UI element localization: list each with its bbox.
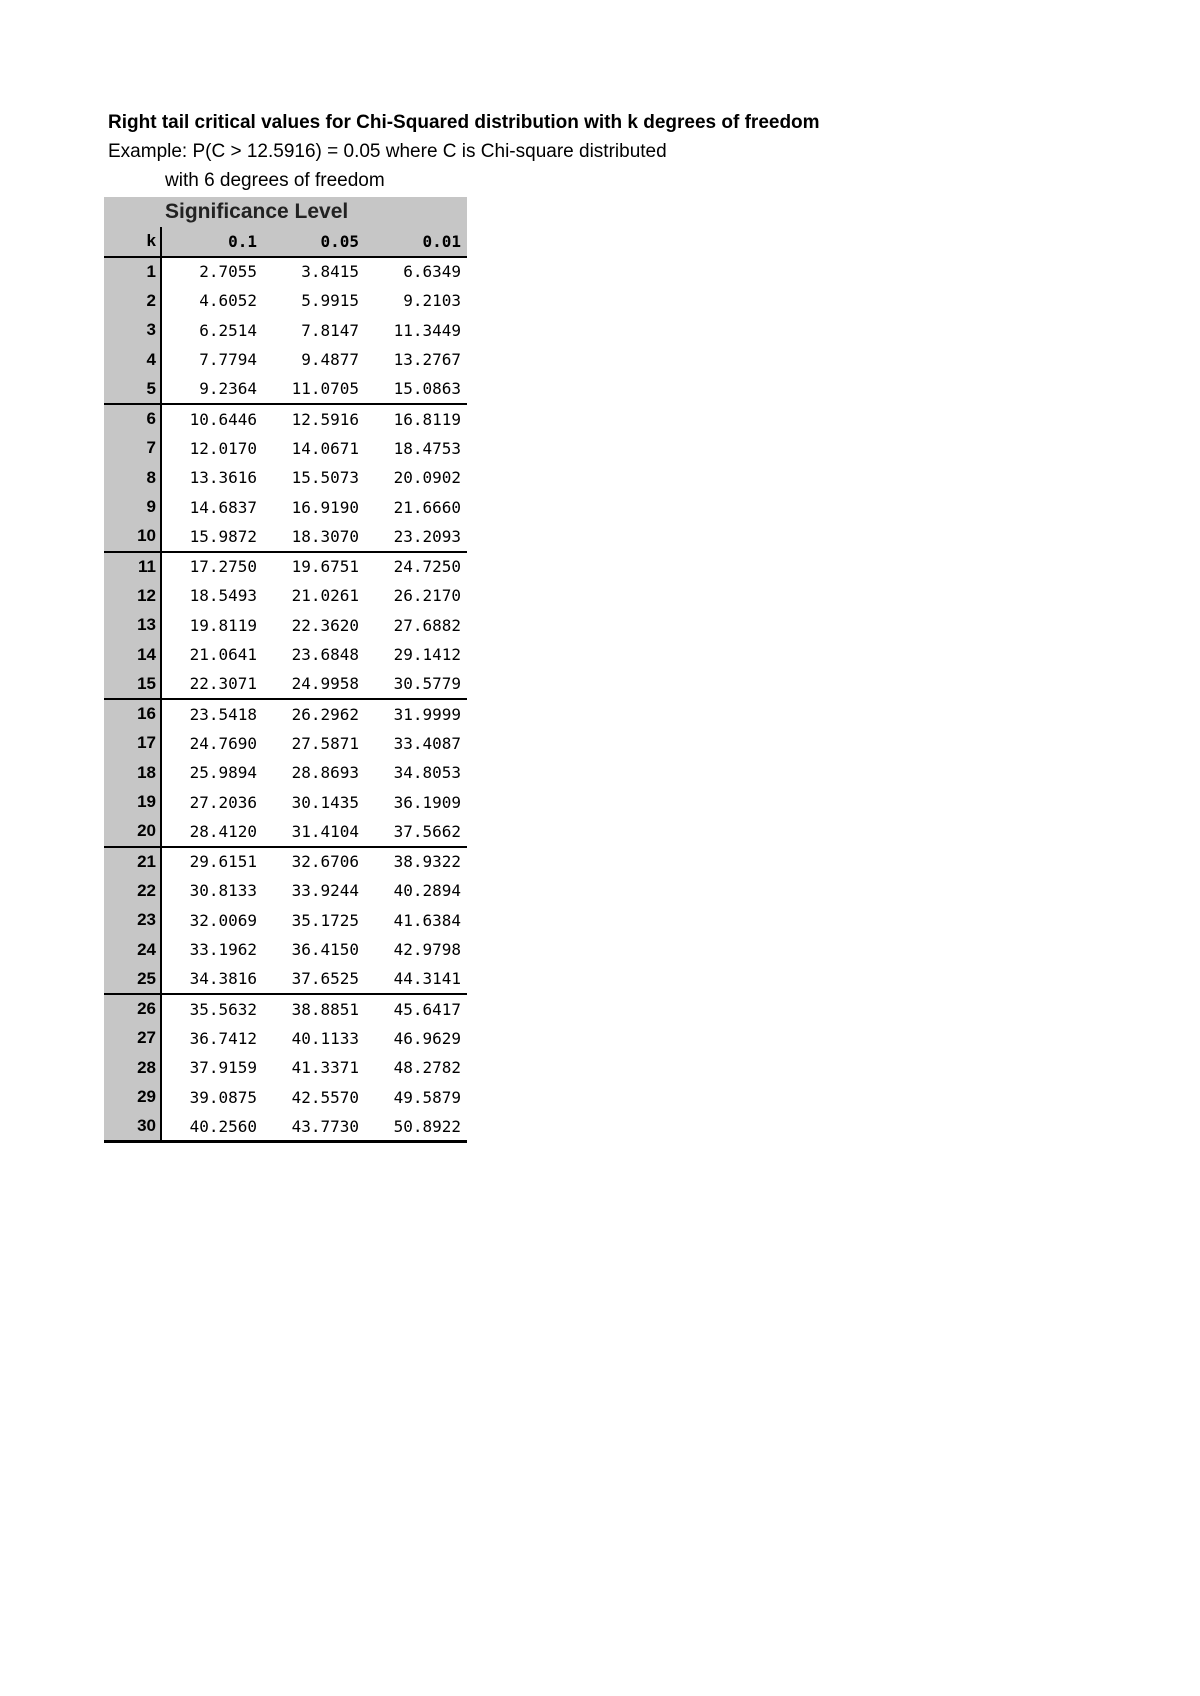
cell-k: 21 (104, 847, 161, 877)
cell-value: 42.5570 (291, 1087, 359, 1107)
cell-value: 19.6751 (291, 557, 359, 577)
table-row (104, 935, 467, 965)
cell-value: 45.6417 (393, 999, 461, 1019)
cell-value: 24.7250 (393, 557, 461, 577)
cell-value: 32.6706 (291, 852, 359, 872)
table-row (104, 375, 467, 405)
cell-value: 25.9894 (189, 763, 257, 783)
cell-value: 48.2782 (393, 1058, 461, 1078)
cell-value: 37.6525 (263, 965, 365, 995)
cell-value: 33.4087 (393, 733, 461, 753)
cell-value: 24.7690 (189, 733, 257, 753)
cell-value: 30.8133 (189, 881, 257, 901)
cell-value: 36.1909 (393, 792, 461, 812)
cell-value: 21.6660 (393, 497, 461, 517)
chi-square-table (104, 197, 467, 1143)
cell-value: 10.6446 (189, 409, 257, 429)
cell-k: 12 (104, 581, 161, 611)
cell-value: 27.2036 (189, 792, 257, 812)
cell-value: 15.5073 (291, 468, 359, 488)
cell-value: 18.5493 (189, 586, 257, 606)
cell-k: 1 (104, 257, 161, 287)
cell-value: 23.6848 (291, 645, 359, 665)
cell-value: 18.4753 (393, 438, 461, 458)
cell-k: 2 (104, 286, 161, 316)
table-row (104, 699, 467, 729)
cell-k: 6 (104, 404, 161, 434)
significance-level-label: Significance Level (104, 197, 365, 227)
cell-k: 11 (104, 552, 161, 582)
cell-value: 37.5662 (365, 817, 467, 847)
significance-header-row (104, 197, 467, 227)
table-row (104, 552, 467, 582)
cell-value: 23.5418 (189, 704, 257, 724)
cell-k: 18 (104, 758, 161, 788)
cell-value: 7.8147 (301, 320, 359, 340)
cell-value: 14.6837 (189, 497, 257, 517)
cell-k: 20 (104, 817, 161, 847)
cell-value: 11.0705 (263, 375, 365, 405)
column-header-k: k (104, 227, 161, 257)
cell-value: 16.8119 (393, 409, 461, 429)
cell-value: 44.3141 (365, 965, 467, 995)
cell-value: 33.1962 (189, 940, 257, 960)
cell-value: 28.4120 (161, 817, 263, 847)
cell-value: 38.8851 (291, 999, 359, 1019)
cell-value: 21.0261 (291, 586, 359, 606)
cell-value: 38.9322 (393, 852, 461, 872)
cell-value: 31.9999 (393, 704, 461, 724)
cell-value: 36.4150 (291, 940, 359, 960)
cell-value: 27.6882 (393, 615, 461, 635)
table-row (104, 1112, 467, 1142)
cell-k: 10 (104, 522, 161, 552)
column-header-0.05: 0.05 (263, 227, 365, 257)
cell-value: 26.2962 (291, 704, 359, 724)
cell-value: 6.2514 (199, 320, 257, 340)
cell-k: 24 (104, 935, 161, 965)
cell-value: 34.8053 (393, 763, 461, 783)
cell-value: 9.4877 (301, 350, 359, 370)
cell-value: 50.8922 (365, 1112, 467, 1142)
cell-k: 22 (104, 876, 161, 906)
table-row (104, 345, 467, 375)
cell-value: 2.7055 (199, 262, 257, 282)
cell-value: 26.2170 (393, 586, 461, 606)
cell-value: 19.8119 (189, 615, 257, 635)
column-header-row (104, 227, 467, 257)
table-row (104, 876, 467, 906)
table-row (104, 1024, 467, 1054)
table-row (104, 404, 467, 434)
table-row (104, 965, 467, 995)
cell-value: 12.5916 (291, 409, 359, 429)
cell-value: 37.9159 (189, 1058, 257, 1078)
cell-value: 23.2093 (365, 522, 467, 552)
table-row (104, 434, 467, 464)
cell-value: 9.2103 (403, 291, 461, 311)
cell-k: 9 (104, 493, 161, 523)
cell-value: 29.6151 (189, 852, 257, 872)
cell-value: 34.3816 (161, 965, 263, 995)
cell-value: 31.4104 (263, 817, 365, 847)
cell-value: 27.5871 (291, 733, 359, 753)
significance-header-filler (365, 197, 467, 227)
cell-value: 41.6384 (393, 910, 461, 930)
cell-k: 5 (104, 375, 161, 405)
cell-value: 33.9244 (291, 881, 359, 901)
table-row (104, 994, 467, 1024)
table-row (104, 581, 467, 611)
table-row (104, 522, 467, 552)
cell-value: 20.0902 (393, 468, 461, 488)
cell-value: 15.0863 (365, 375, 467, 405)
cell-value: 43.7730 (263, 1112, 365, 1142)
cell-value: 17.2750 (189, 557, 257, 577)
cell-value: 13.3616 (189, 468, 257, 488)
cell-value: 40.2560 (161, 1112, 263, 1142)
cell-value: 40.1133 (291, 1028, 359, 1048)
cell-k: 23 (104, 906, 161, 936)
cell-k: 8 (104, 463, 161, 493)
example-text-line2: with 6 degrees of freedom (165, 170, 385, 191)
table-row (104, 729, 467, 759)
cell-k: 7 (104, 434, 161, 464)
cell-k: 28 (104, 1053, 161, 1083)
cell-k: 3 (104, 316, 161, 346)
cell-value: 21.0641 (189, 645, 257, 665)
cell-k: 25 (104, 965, 161, 995)
example-text-line1: Example: P(C > 12.5916) = 0.05 where C is Chi-square distributed (108, 141, 667, 162)
table-row (104, 817, 467, 847)
cell-value: 46.9629 (393, 1028, 461, 1048)
cell-value: 35.5632 (189, 999, 257, 1019)
cell-k: 29 (104, 1083, 161, 1113)
cell-value: 29.1412 (393, 645, 461, 665)
cell-k: 16 (104, 699, 161, 729)
cell-value: 5.9915 (301, 291, 359, 311)
table-row (104, 611, 467, 641)
table-row (104, 788, 467, 818)
cell-value: 9.2364 (161, 375, 263, 405)
column-header-0.01: 0.01 (365, 227, 467, 257)
cell-value: 12.0170 (189, 438, 257, 458)
table-row (104, 316, 467, 346)
table-row (104, 493, 467, 523)
cell-value: 24.9958 (263, 670, 365, 700)
table-row (104, 847, 467, 877)
cell-value: 22.3620 (291, 615, 359, 635)
cell-value: 40.2894 (393, 881, 461, 901)
table-row (104, 257, 467, 287)
cell-k: 4 (104, 345, 161, 375)
cell-value: 18.3070 (263, 522, 365, 552)
table-row (104, 906, 467, 936)
cell-value: 7.7794 (199, 350, 257, 370)
table-row (104, 640, 467, 670)
cell-k: 14 (104, 640, 161, 670)
cell-value: 36.7412 (189, 1028, 257, 1048)
table-row (104, 286, 467, 316)
cell-value: 11.3449 (393, 320, 461, 340)
cell-value: 22.3071 (161, 670, 263, 700)
cell-value: 15.9872 (161, 522, 263, 552)
cell-value: 16.9190 (291, 497, 359, 517)
table-row (104, 1083, 467, 1113)
cell-value: 14.0671 (291, 438, 359, 458)
cell-k: 13 (104, 611, 161, 641)
cell-k: 27 (104, 1024, 161, 1054)
cell-k: 15 (104, 670, 161, 700)
cell-k: 30 (104, 1112, 161, 1142)
cell-k: 19 (104, 788, 161, 818)
column-header-0.1: 0.1 (161, 227, 263, 257)
cell-value: 39.0875 (189, 1087, 257, 1107)
cell-value: 6.6349 (403, 262, 461, 282)
cell-value: 42.9798 (393, 940, 461, 960)
table-row (104, 670, 467, 700)
table-row (104, 758, 467, 788)
cell-k: 17 (104, 729, 161, 759)
cell-value: 4.6052 (199, 291, 257, 311)
cell-value: 30.5779 (365, 670, 467, 700)
cell-value: 3.8415 (301, 262, 359, 282)
cell-value: 32.0069 (189, 910, 257, 930)
table-row (104, 463, 467, 493)
cell-value: 28.8693 (291, 763, 359, 783)
cell-value: 49.5879 (393, 1087, 461, 1107)
cell-value: 41.3371 (291, 1058, 359, 1078)
table-row (104, 1053, 467, 1083)
page-title: Right tail critical values for Chi-Squared distribution with k degrees of freedom (108, 112, 820, 133)
cell-value: 35.1725 (291, 910, 359, 930)
cell-k: 26 (104, 994, 161, 1024)
cell-value: 30.1435 (291, 792, 359, 812)
cell-value: 13.2767 (393, 350, 461, 370)
